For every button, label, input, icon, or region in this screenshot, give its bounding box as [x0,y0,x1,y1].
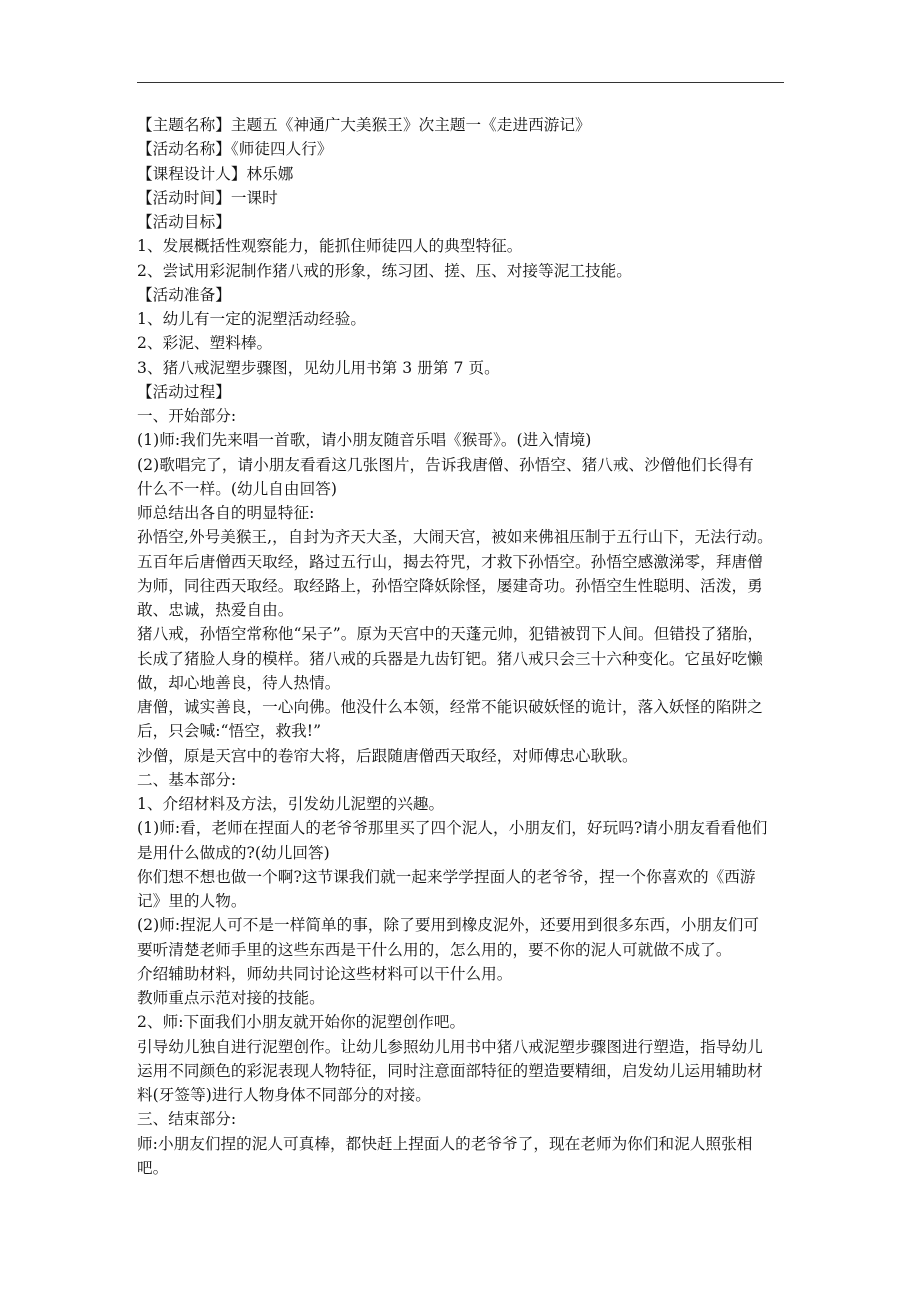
text-line: 2、彩泥、塑料棒。 [137,334,273,353]
text-line: 三、结束部分: [137,1110,237,1129]
text-line: 2、师:下面我们小朋友就开始你的泥塑创作吧。 [137,1013,466,1032]
text-line: 介绍辅助材料，师幼共同讨论这些材料可以干什么用。 [137,964,513,983]
text-line: 猪八戒，孙悟空常称他“呆子”。原为天宫中的天蓬元帅，犯错被罚下人间。但错投了猪胎， [137,625,764,644]
text-line: 【主题名称】主题五《神通广大美猴王》次主题一《走进西游记》 [137,116,591,134]
text-line: 为师，同往西天取经。取经路上，孙悟空降妖除怪，屡建奇功。孙悟空生性聪明、活泼，勇 [137,576,763,595]
text-line: 要听清楚老师手里的这些东西是干什么用的，怎么用的，要不你的泥人可就做不成了。 [137,940,732,959]
text-line: 你们想不想也做一个啊?这节课我们就一起来学学捏面人的老爷爷，捏一个你喜欢的《西游 [137,867,756,886]
text-line: (1)师:看，老师在捏面人的老爷爷那里买了四个泥人，小朋友们，好玩吗?请小朋友看看他们 [137,819,768,838]
text-line: 沙僧，原是天宫中的卷帘大将，后跟随唐僧西天取经，对师傅忠心耿耿。 [137,746,638,765]
text-line: 1、幼儿有一定的泥塑活动经验。 [137,310,366,328]
text-line: 五百年后唐僧西天取经，路过五行山，揭去符咒，才救下孙悟空。孙悟空感激涕零，拜唐僧 [137,552,763,571]
document-body [137,113,789,1180]
text-line: (2)歌唱完了，请小朋友看看这几张图片，告诉我唐僧、孙悟空、猪八戒、沙僧他们长得有 [137,455,754,474]
text-line: 运用不同颜色的彩泥表现人物特征，同时注意面部特征的塑造要精细，启发幼儿运用辅助材 [137,1061,763,1080]
text-line: 1、发展概括性观察能力，能抓住师徒四人的典型特征。 [137,237,523,256]
text-line: 是用什么做成的?(幼儿回答) [137,843,330,862]
header-rule [137,82,784,83]
text-line: 吧。 [137,1158,169,1177]
text-line: 2、尝试用彩泥制作猪八戒的形象，练习团、搓、压、对接等泥工技能。 [137,261,632,280]
text-line: (2)师:捏泥人可不是一样简单的事，除了要用到橡皮泥外，还要用到很多东西，小朋友们可 [137,916,760,935]
text-line: 【活动过程】 [137,382,231,401]
text-line: 孙悟空,外号美猴王,，自封为齐天大圣，大闹天宫，被如来佛祖压制于五行山下，无法行动。 [137,528,773,547]
text-line: 什么不一样。(幼儿自由回答) [137,479,337,498]
text-line: 做，却心地善良，待人热情。 [137,673,341,692]
text-line: 【活动时间】一课时 [137,188,278,207]
text-line: 【活动名称】《师徒四人行》 [137,140,333,159]
text-line: (1)师:我们先来唱一首歌，请小朋友随音乐唱《猴哥》。(进入情境) [137,431,592,450]
text-line: 师:小朋友们捏的泥人可真棒，都快赶上捏面人的老爷爷了，现在老师为你们和泥人照张相 [137,1134,753,1153]
text-line: 料(牙签等)进行人物身体不同部分的对接。 [137,1086,431,1104]
text-line: 3、猪八戒泥塑步骤图，见幼儿用书第 3 册第 7 页。 [137,358,500,377]
text-line: 【活动准备】 [137,285,231,304]
text-line: 二、基本部分: [137,770,237,789]
text-line: 长成了猪脸人身的模样。猪八戒的兵器是九齿钉钯。猪八戒只会三十六种变化。它虽好吃懒 [137,649,763,668]
text-line: 【活动目标】 [137,213,231,231]
text-line: 【课程设计人】林乐娜 [137,164,294,183]
text-line: 后，只会喊:“悟空，救我!” [137,722,322,741]
text-line: 引导幼儿独自进行泥塑创作。让幼儿参照幼儿用书中猪八戒泥塑步骤图进行塑造，指导幼儿 [137,1037,763,1056]
text-line: 1、介绍材料及方法，引发幼儿泥塑的兴趣。 [137,795,445,813]
text-line: 记》里的人物。 [137,892,247,910]
text-line: 教师重点示范对接的技能。 [137,989,325,1007]
text-line: 师总结出各自的明显特征: [137,504,315,522]
text-line: 敢、忠诚，热爱自由。 [137,601,294,619]
text-line: 唐僧，诚实善良，一心向佛。他没什么本领，经常不能识破妖怪的诡计，落入妖怪的陷阱之 [137,698,763,716]
text-line: 一、开始部分: [137,407,237,425]
